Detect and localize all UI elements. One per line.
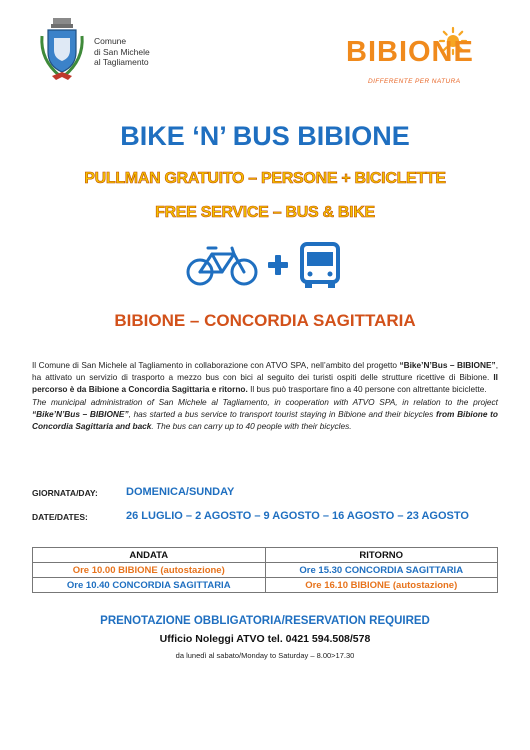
table-header-row xyxy=(33,548,498,563)
text-segment: , ha attivato un servizio di trasporto a mezzo bus con bici al seguito dei turisti ospiti delle strutture ricettive di Bibione. xyxy=(32,360,498,383)
description-italian xyxy=(32,359,498,396)
table-cell: Ore 10.40 CONCORDIA SAGITTARIA xyxy=(33,578,266,593)
table-row xyxy=(33,563,498,578)
text-segment: The municipal administration of San Michele al Tagliamento, in cooperation with ATVO SPA, in relation to the project xyxy=(32,397,498,407)
text-segment: . The bus can carry up to 40 people with their bicycles. xyxy=(151,421,352,432)
dates-value: 26 LUGLIO – 2 AGOSTO – 9 AGOSTO – 16 AGOSTO – 23 AGOSTO xyxy=(126,510,469,522)
reservation-notice: PRENOTAZIONE OBBLIGATORIA/RESERVATION REQUIRED xyxy=(100,615,430,627)
table-row xyxy=(33,578,498,593)
route-description: Il percorso è da Bibione a Concordia Sagittaria e ritorno. xyxy=(32,372,498,395)
office-hours: da lunedì al sabato/Monday to Saturday – 8.00>17.30 xyxy=(175,651,355,660)
header-andata: ANDATA xyxy=(33,548,266,563)
day-label: GIORNATA/DAY: xyxy=(32,488,98,498)
page-title: BIKE ‘N’ BUS BIBIONE xyxy=(120,121,410,151)
header xyxy=(0,14,530,84)
header-ritorno: RITORNO xyxy=(265,548,498,563)
dates-row xyxy=(32,510,469,522)
day-row xyxy=(32,486,235,498)
comune-line: al Tagliamento xyxy=(94,57,149,67)
text-segment: Il Comune di San Michele al Tagliamento in collaborazione con ATVO SPA, nell’ambito del progetto xyxy=(32,360,400,370)
brand-name: BIBIONE xyxy=(346,36,474,68)
bicycle-icon xyxy=(188,248,256,284)
bibione-logo xyxy=(346,26,486,88)
plus-icon xyxy=(268,255,288,275)
dates-label: DATE/DATES: xyxy=(32,512,88,522)
day-value: DOMENICA/SUNDAY xyxy=(126,486,235,498)
project-name: “Bike’N’Bus – BIBIONE” xyxy=(399,360,496,370)
route-title: BIBIONE – CONCORDIA SAGITTARIA xyxy=(114,311,416,330)
schedule-table xyxy=(32,547,498,593)
office-contact: Ufficio Noleggi ATVO tel. 0421 594.508/578 xyxy=(159,633,371,645)
project-name: “Bike’N’Bus – BIBIONE” xyxy=(32,409,129,420)
comune-line: di San Michele xyxy=(94,46,150,57)
subtitle-english: FREE SERVICE – BUS & BIKE xyxy=(155,204,375,221)
description-english xyxy=(32,396,498,433)
route-description: from Bibione to Concordia Sagittaria and back xyxy=(32,409,498,432)
subtitle-italian: PULLMAN GRATUITO – PERSONE + BICICLETTE xyxy=(84,170,446,187)
table-cell: Ore 15.30 CONCORDIA SAGITTARIA xyxy=(265,563,498,578)
table-cell: Ore 16.10 BIBIONE (autostazione) xyxy=(265,578,498,593)
brand-tagline: DIFFERENTE PER NATURA xyxy=(368,78,461,85)
bus-icon xyxy=(302,244,338,288)
comune-line: Comune xyxy=(94,36,127,46)
bike-plus-bus-graphic xyxy=(186,240,346,290)
table-cell: Ore 10.00 BIBIONE (autostazione) xyxy=(33,563,266,578)
text-segment: , has started a bus service to transport tourist staying in Bibione and their bicycles xyxy=(128,409,436,420)
municipal-crest-icon xyxy=(38,16,86,84)
text-segment: Il bus può trasportare fino a 40 persone con altrettante biciclette. xyxy=(247,384,487,395)
comune-name xyxy=(94,36,150,68)
